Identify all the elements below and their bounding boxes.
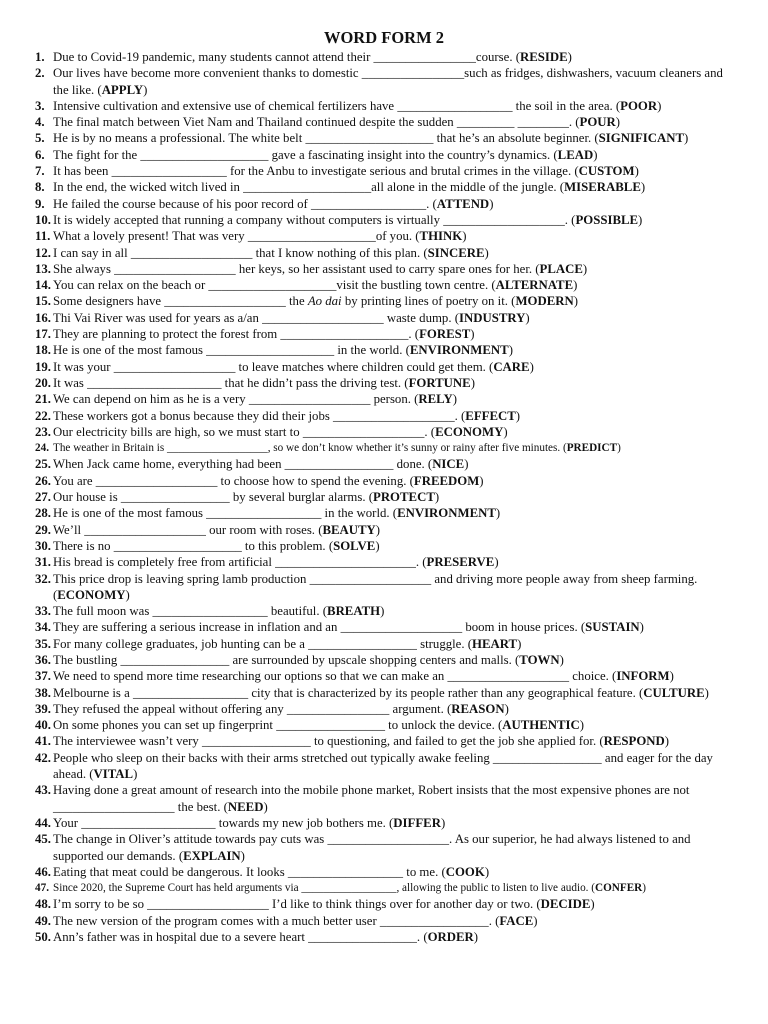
- question-text: In the end, the wicked witch lived in ____________________all alone in the middle of the jungle. (: [53, 180, 565, 195]
- closing-paren: ): [479, 473, 484, 488]
- question-item: [0, 65, 768, 98]
- question-text: We can depend on him as he is a very ___________________ person. (: [53, 392, 419, 407]
- root-word: PROTECT: [373, 490, 435, 505]
- question-number: 34.: [35, 620, 51, 635]
- question-item: [0, 179, 768, 195]
- question-text: The new version of the program comes with a much better user _________________. (: [53, 913, 500, 928]
- question-item: [0, 114, 768, 130]
- question-text: I can say in all ___________________ that I know nothing of this plan. (: [53, 245, 428, 260]
- question-item: [0, 668, 768, 684]
- question-text: They are planning to protect the forest from ____________________. (: [53, 327, 420, 342]
- closing-paren: ): [508, 343, 513, 358]
- closing-paren: ): [470, 375, 475, 390]
- question-item: [0, 391, 768, 407]
- question-text: People who sleep on their backs with their arms stretched out typically awake feeling _________________ and eager for the day ahead. (: [53, 750, 713, 782]
- question-text: They are suffering a serious increase in inflation and an ___________________ boom in house prices. (: [53, 620, 586, 635]
- root-word: ECONOMY: [57, 587, 126, 602]
- question-item: [0, 554, 768, 570]
- closing-paren: ): [484, 864, 490, 879]
- root-word: COOK: [445, 864, 485, 879]
- root-word: INDUSTRY: [459, 310, 526, 325]
- closing-paren: ): [657, 98, 662, 113]
- question-text: He is one of the most famous ____________________ in the world. (: [53, 343, 410, 358]
- question-text: On some phones you can set up fingerprint _________________ to unlock the device. (: [53, 718, 503, 733]
- question-number: 14.: [35, 278, 51, 293]
- worksheet-title: WORD FORM 2: [323, 28, 445, 47]
- question-text-continued: by printing lines of poetry on it. (: [341, 294, 516, 309]
- question-item: [0, 522, 768, 538]
- question-item: [0, 701, 768, 717]
- question-text: It was your ___________________ to leave matches where children could get them. (: [53, 359, 494, 374]
- question-item: [0, 359, 768, 375]
- question-text: The fight for the ____________________ gave a fascinating insight into the country’s dynamics. (: [53, 147, 558, 162]
- root-word: ENVIRONMENT: [397, 506, 496, 521]
- root-word: FREEDOM: [413, 473, 480, 488]
- question-text: The full moon was __________________ beautiful. (: [53, 604, 328, 619]
- question-item: [0, 98, 768, 114]
- question-item: [0, 163, 768, 179]
- root-word: CUSTOM: [578, 164, 635, 179]
- question-item: [0, 750, 768, 783]
- question-number: 36.: [35, 652, 51, 667]
- question-number: 10.: [35, 212, 51, 227]
- root-word: HEART: [472, 636, 518, 651]
- closing-paren: ): [615, 115, 621, 130]
- root-word: THINK: [419, 229, 463, 244]
- question-item: [0, 473, 768, 489]
- closing-paren: ): [489, 196, 494, 211]
- closing-paren: ): [593, 147, 598, 162]
- question-item: [0, 619, 768, 635]
- question-item: [0, 456, 768, 472]
- question-item: [0, 408, 768, 424]
- question-number: 33.: [35, 604, 51, 619]
- question-item: [0, 489, 768, 505]
- question-number: 44.: [35, 815, 51, 830]
- question-text: His bread is completely free from artificial ______________________. (: [53, 555, 427, 570]
- question-number: 11.: [35, 229, 51, 244]
- question-number: 27.: [35, 490, 51, 505]
- closing-paren: ): [617, 442, 621, 455]
- root-word: TOWN: [519, 652, 560, 667]
- question-number: 32.: [35, 571, 51, 586]
- question-number: 35.: [35, 636, 51, 651]
- question-text: The change in Oliver’s attitude towards pay cuts was ___________________. As our superior, he had always listened to and supported our demands. (: [53, 832, 691, 863]
- root-word: VITAL: [93, 767, 134, 782]
- question-number: 48.: [35, 897, 51, 912]
- question-item: [0, 603, 768, 619]
- question-number: 43.: [35, 783, 51, 798]
- root-word: ECONOMY: [435, 424, 504, 439]
- question-number: 6.: [35, 147, 45, 162]
- question-item: [0, 913, 768, 929]
- root-word: SUSTAIN: [585, 620, 640, 635]
- question-number: 4.: [35, 115, 45, 130]
- question-list: [0, 49, 768, 945]
- question-item: [0, 571, 768, 604]
- question-text: I’m sorry to be so ___________________ I’d like to think things over for another day or two. (: [53, 897, 541, 912]
- question-text: We need to spend more time researching our options so that we can make an ___________________ choice. (: [53, 669, 617, 684]
- root-word: FACE: [499, 913, 534, 928]
- question-item: [0, 326, 768, 342]
- root-word: NEED: [227, 799, 264, 814]
- question-text: Thi Vai River was used for years as a/an ___________________ waste dump. (: [53, 310, 459, 325]
- question-text: This price drop is leaving spring lamb production ___________________ and driving more people away from sheep farming. (: [53, 571, 698, 602]
- root-word: RESIDE: [520, 50, 568, 64]
- closing-paren: ): [470, 327, 475, 342]
- closing-paren: ): [642, 882, 646, 895]
- closing-paren: ): [573, 294, 578, 309]
- root-word: PLACE: [539, 261, 583, 276]
- question-text: Due to Covid-19 pandemic, many students cannot attend their ________________course. (: [53, 50, 520, 64]
- question-number: 17.: [35, 327, 51, 342]
- question-text: Intensive cultivation and extensive use of chemical fertilizers have __________________ the soil in the area. (: [53, 98, 621, 113]
- root-word: MODERN: [515, 294, 574, 309]
- root-word: SINCERE: [427, 245, 485, 260]
- question-text: Your _____________________ towards my new job bothers me. (: [53, 815, 394, 830]
- root-word: FOREST: [419, 327, 471, 342]
- question-item: [0, 424, 768, 440]
- question-number: 46.: [35, 864, 51, 879]
- question-text: He failed the course because of his poor record of __________________. (: [53, 196, 437, 211]
- question-number: 28.: [35, 506, 51, 521]
- question-text: The bustling _________________ are surrounded by upscale shopping centers and malls. (: [53, 652, 520, 667]
- root-word: INFORM: [616, 669, 670, 684]
- question-item: [0, 929, 768, 945]
- closing-paren: ): [684, 131, 689, 146]
- closing-paren: ): [495, 506, 501, 521]
- closing-paren: ): [567, 50, 572, 64]
- root-word: CARE: [493, 359, 530, 374]
- closing-paren: ): [517, 636, 522, 651]
- question-item: [0, 717, 768, 733]
- root-word: ENVIRONMENT: [409, 343, 509, 358]
- question-number: 50.: [35, 930, 51, 945]
- root-word: SIGNIFICANT: [598, 131, 685, 146]
- closing-paren: ): [664, 734, 670, 749]
- closing-paren: ): [504, 701, 509, 716]
- closing-paren: ): [573, 278, 578, 293]
- question-item: [0, 228, 768, 244]
- closing-paren: ): [484, 245, 489, 260]
- question-text: Some designers have ___________________ the: [53, 294, 308, 309]
- question-item: [0, 130, 768, 146]
- closing-paren: ): [375, 522, 381, 537]
- closing-paren: ): [375, 538, 380, 553]
- question-number: 5.: [35, 131, 45, 146]
- question-number: 40.: [35, 718, 51, 733]
- question-number: 8.: [35, 180, 45, 195]
- question-item: [0, 310, 768, 326]
- question-text: Having done a great amount of research into the mobile phone market, Robert insists that the most expensive phones are not ___________________ the best. (: [53, 783, 690, 814]
- question-text: The final match between Viet Nam and Thailand continued despite the sudden _________ ________. (: [53, 115, 580, 130]
- question-italic-term: Ao dai: [307, 294, 342, 309]
- question-text: He is one of the most famous __________________ in the world. (: [53, 506, 398, 521]
- question-number: 13.: [35, 261, 51, 276]
- question-text: She always ___________________ her keys, so her assistant used to carry spare ones for her. (: [53, 261, 540, 276]
- question-text: Our house is _________________ by several burglar alarms. (: [53, 490, 373, 505]
- question-number: 24.: [35, 442, 49, 455]
- closing-paren: ): [579, 718, 585, 733]
- closing-paren: ): [464, 457, 469, 472]
- question-item: [0, 375, 768, 391]
- closing-paren: ): [529, 359, 534, 374]
- question-text: Our electricity bills are high, so we must start to ___________________. (: [53, 424, 436, 439]
- question-item: [0, 196, 768, 212]
- question-item: [0, 652, 768, 668]
- question-number: 42.: [35, 750, 51, 765]
- question-text: What a lovely present! That was very ____________________of you. (: [53, 229, 420, 244]
- closing-paren: ): [559, 652, 564, 667]
- question-item: [0, 49, 768, 65]
- question-number: 3.: [35, 98, 45, 113]
- question-text: Since 2020, the Supreme Court has held arguments via _________________, allowing the public to listen to live audio. (: [53, 882, 595, 895]
- question-item: [0, 440, 768, 456]
- worksheet-page: [0, 28, 768, 945]
- root-word: LEAD: [557, 147, 594, 162]
- question-item: [0, 293, 768, 309]
- question-text: The weather in Britain is __________________, so we don’t know whether it’s sunny or rainy after five minutes. (: [53, 442, 567, 455]
- question-number: 37.: [35, 669, 51, 684]
- question-number: 25.: [35, 457, 51, 472]
- question-number: 49.: [35, 913, 51, 928]
- question-item: [0, 277, 768, 293]
- root-word: RESPOND: [603, 734, 665, 749]
- root-word: APPLY: [101, 82, 144, 97]
- question-item: [0, 147, 768, 163]
- root-word: BREATH: [327, 604, 381, 619]
- question-item: [0, 505, 768, 521]
- question-item: [0, 896, 768, 912]
- question-text: They refused the appeal without offering any ________________ argument. (: [53, 701, 452, 716]
- closing-paren: ): [462, 229, 467, 244]
- question-item: [0, 538, 768, 554]
- question-number: 18.: [35, 343, 51, 358]
- closing-paren: ): [473, 930, 479, 945]
- closing-paren: ): [503, 424, 508, 439]
- question-text: Melbourne is a __________________ city that is characterized by its people rather than any geographical feature. (: [53, 685, 644, 700]
- question-text: Eating that meat could be dangerous. It looks __________________ to me. (: [53, 864, 446, 879]
- question-text: The interviewee wasn’t very _________________ to questioning, and failed to get the job she applied for. (: [53, 734, 604, 749]
- closing-paren: ): [263, 799, 268, 814]
- question-number: 39.: [35, 701, 51, 716]
- question-text: For many college graduates, job hunting can be a _________________ struggle. (: [53, 636, 473, 651]
- closing-paren: ): [380, 604, 385, 619]
- question-number: 9.: [35, 196, 45, 211]
- question-item: [0, 212, 768, 228]
- question-number: 41.: [35, 734, 51, 749]
- question-item: [0, 636, 768, 652]
- question-item: [0, 245, 768, 261]
- root-word: CULTURE: [643, 685, 705, 700]
- root-word: BEAUTY: [322, 522, 376, 537]
- question-text: You can relax on the beach or ____________________visit the bustling town centre. (: [53, 278, 496, 293]
- root-word: NICE: [432, 457, 465, 472]
- root-word: FORTUNE: [408, 375, 471, 390]
- question-number: 45.: [35, 832, 51, 847]
- question-item: [0, 831, 768, 864]
- root-word: RELY: [418, 392, 453, 407]
- closing-paren: ): [590, 897, 595, 912]
- question-item: [0, 261, 768, 277]
- root-word: ATTEND: [436, 196, 490, 211]
- question-number: 23.: [35, 424, 51, 439]
- question-text: We’ll ___________________ our room with roses. (: [53, 522, 323, 537]
- question-text: There is no ____________________ to this problem. (: [53, 538, 334, 553]
- root-word: REASON: [451, 701, 505, 716]
- question-text: When Jack came home, everything had been _________________ done. (: [53, 457, 433, 472]
- question-text: He is by no means a professional. The white belt ____________________ that he’s an absolute beginner. (: [53, 131, 599, 146]
- question-item: [0, 815, 768, 831]
- question-text: You are ___________________ to choose how to spend the evening. (: [53, 473, 414, 488]
- question-number: 12.: [35, 245, 51, 260]
- root-word: EXPLAIN: [183, 848, 241, 863]
- question-item: [0, 733, 768, 749]
- question-number: 26.: [35, 473, 51, 488]
- root-word: MISERABLE: [564, 180, 641, 195]
- closing-paren: ): [240, 848, 245, 863]
- question-number: 38.: [35, 685, 51, 700]
- root-word: ALTERNATE: [495, 278, 574, 293]
- question-item: [0, 782, 768, 815]
- root-word: PRESERVE: [426, 555, 495, 570]
- root-word: SOLVE: [333, 538, 376, 553]
- question-number: 16.: [35, 310, 51, 325]
- question-number: 21.: [35, 392, 51, 407]
- closing-paren: ): [440, 815, 446, 830]
- question-text: It is widely accepted that running a company without computers is virtually ___________________. (: [53, 212, 576, 227]
- closing-paren: ): [669, 669, 674, 684]
- question-number: 7.: [35, 164, 45, 179]
- closing-paren: ): [125, 587, 130, 602]
- root-word: POOR: [620, 98, 658, 113]
- question-number: 19.: [35, 359, 51, 374]
- closing-paren: ): [434, 490, 440, 505]
- question-number: 29.: [35, 522, 51, 537]
- root-word: ORDER: [427, 930, 474, 945]
- question-item: [0, 685, 768, 701]
- question-number: 47.: [35, 882, 49, 895]
- question-text: It was _____________________ that he didn’t pass the driving test. (: [53, 375, 409, 390]
- root-word: AUTHENTIC: [502, 718, 580, 733]
- closing-paren: ): [704, 685, 709, 700]
- closing-paren: ): [533, 913, 538, 928]
- question-item: [0, 880, 768, 896]
- closing-paren: ): [452, 392, 458, 407]
- closing-paren: ): [494, 555, 499, 570]
- root-word: DIFFER: [393, 815, 441, 830]
- root-word: PREDICT: [566, 442, 618, 455]
- closing-paren: ): [143, 82, 148, 97]
- question-number: 1.: [35, 50, 45, 64]
- question-item: [0, 864, 768, 880]
- closing-paren: ): [133, 767, 138, 782]
- question-text: It has been __________________ for the Anbu to investigate serious and brutal crimes in the village. (: [53, 164, 579, 179]
- closing-paren: ): [515, 408, 521, 423]
- root-word: EFFECT: [465, 408, 516, 423]
- root-word: CONFER: [595, 882, 643, 895]
- question-number: 2.: [35, 66, 45, 81]
- question-number: 15.: [35, 294, 51, 309]
- question-text: Ann’s father was in hospital due to a severe heart _________________. (: [53, 930, 428, 945]
- closing-paren: ): [638, 212, 643, 227]
- closing-paren: ): [639, 620, 644, 635]
- question-number: 20.: [35, 375, 51, 390]
- root-word: POUR: [579, 115, 616, 130]
- closing-paren: ): [582, 261, 588, 276]
- closing-paren: ): [525, 310, 530, 325]
- closing-paren: ): [634, 164, 639, 179]
- closing-paren: ): [640, 180, 646, 195]
- root-word: DECIDE: [540, 897, 591, 912]
- question-number: 22.: [35, 408, 51, 423]
- question-text: Our lives have become more convenient thanks to domestic ________________such as fridges, dishwashers, vacuum cleaners and the like. (: [53, 66, 723, 97]
- root-word: POSSIBLE: [575, 212, 639, 227]
- question-number: 30.: [35, 538, 51, 553]
- question-number: 31.: [35, 555, 51, 570]
- question-text: These workers got a bonus because they did their jobs ___________________. (: [53, 408, 466, 423]
- question-item: [0, 342, 768, 358]
